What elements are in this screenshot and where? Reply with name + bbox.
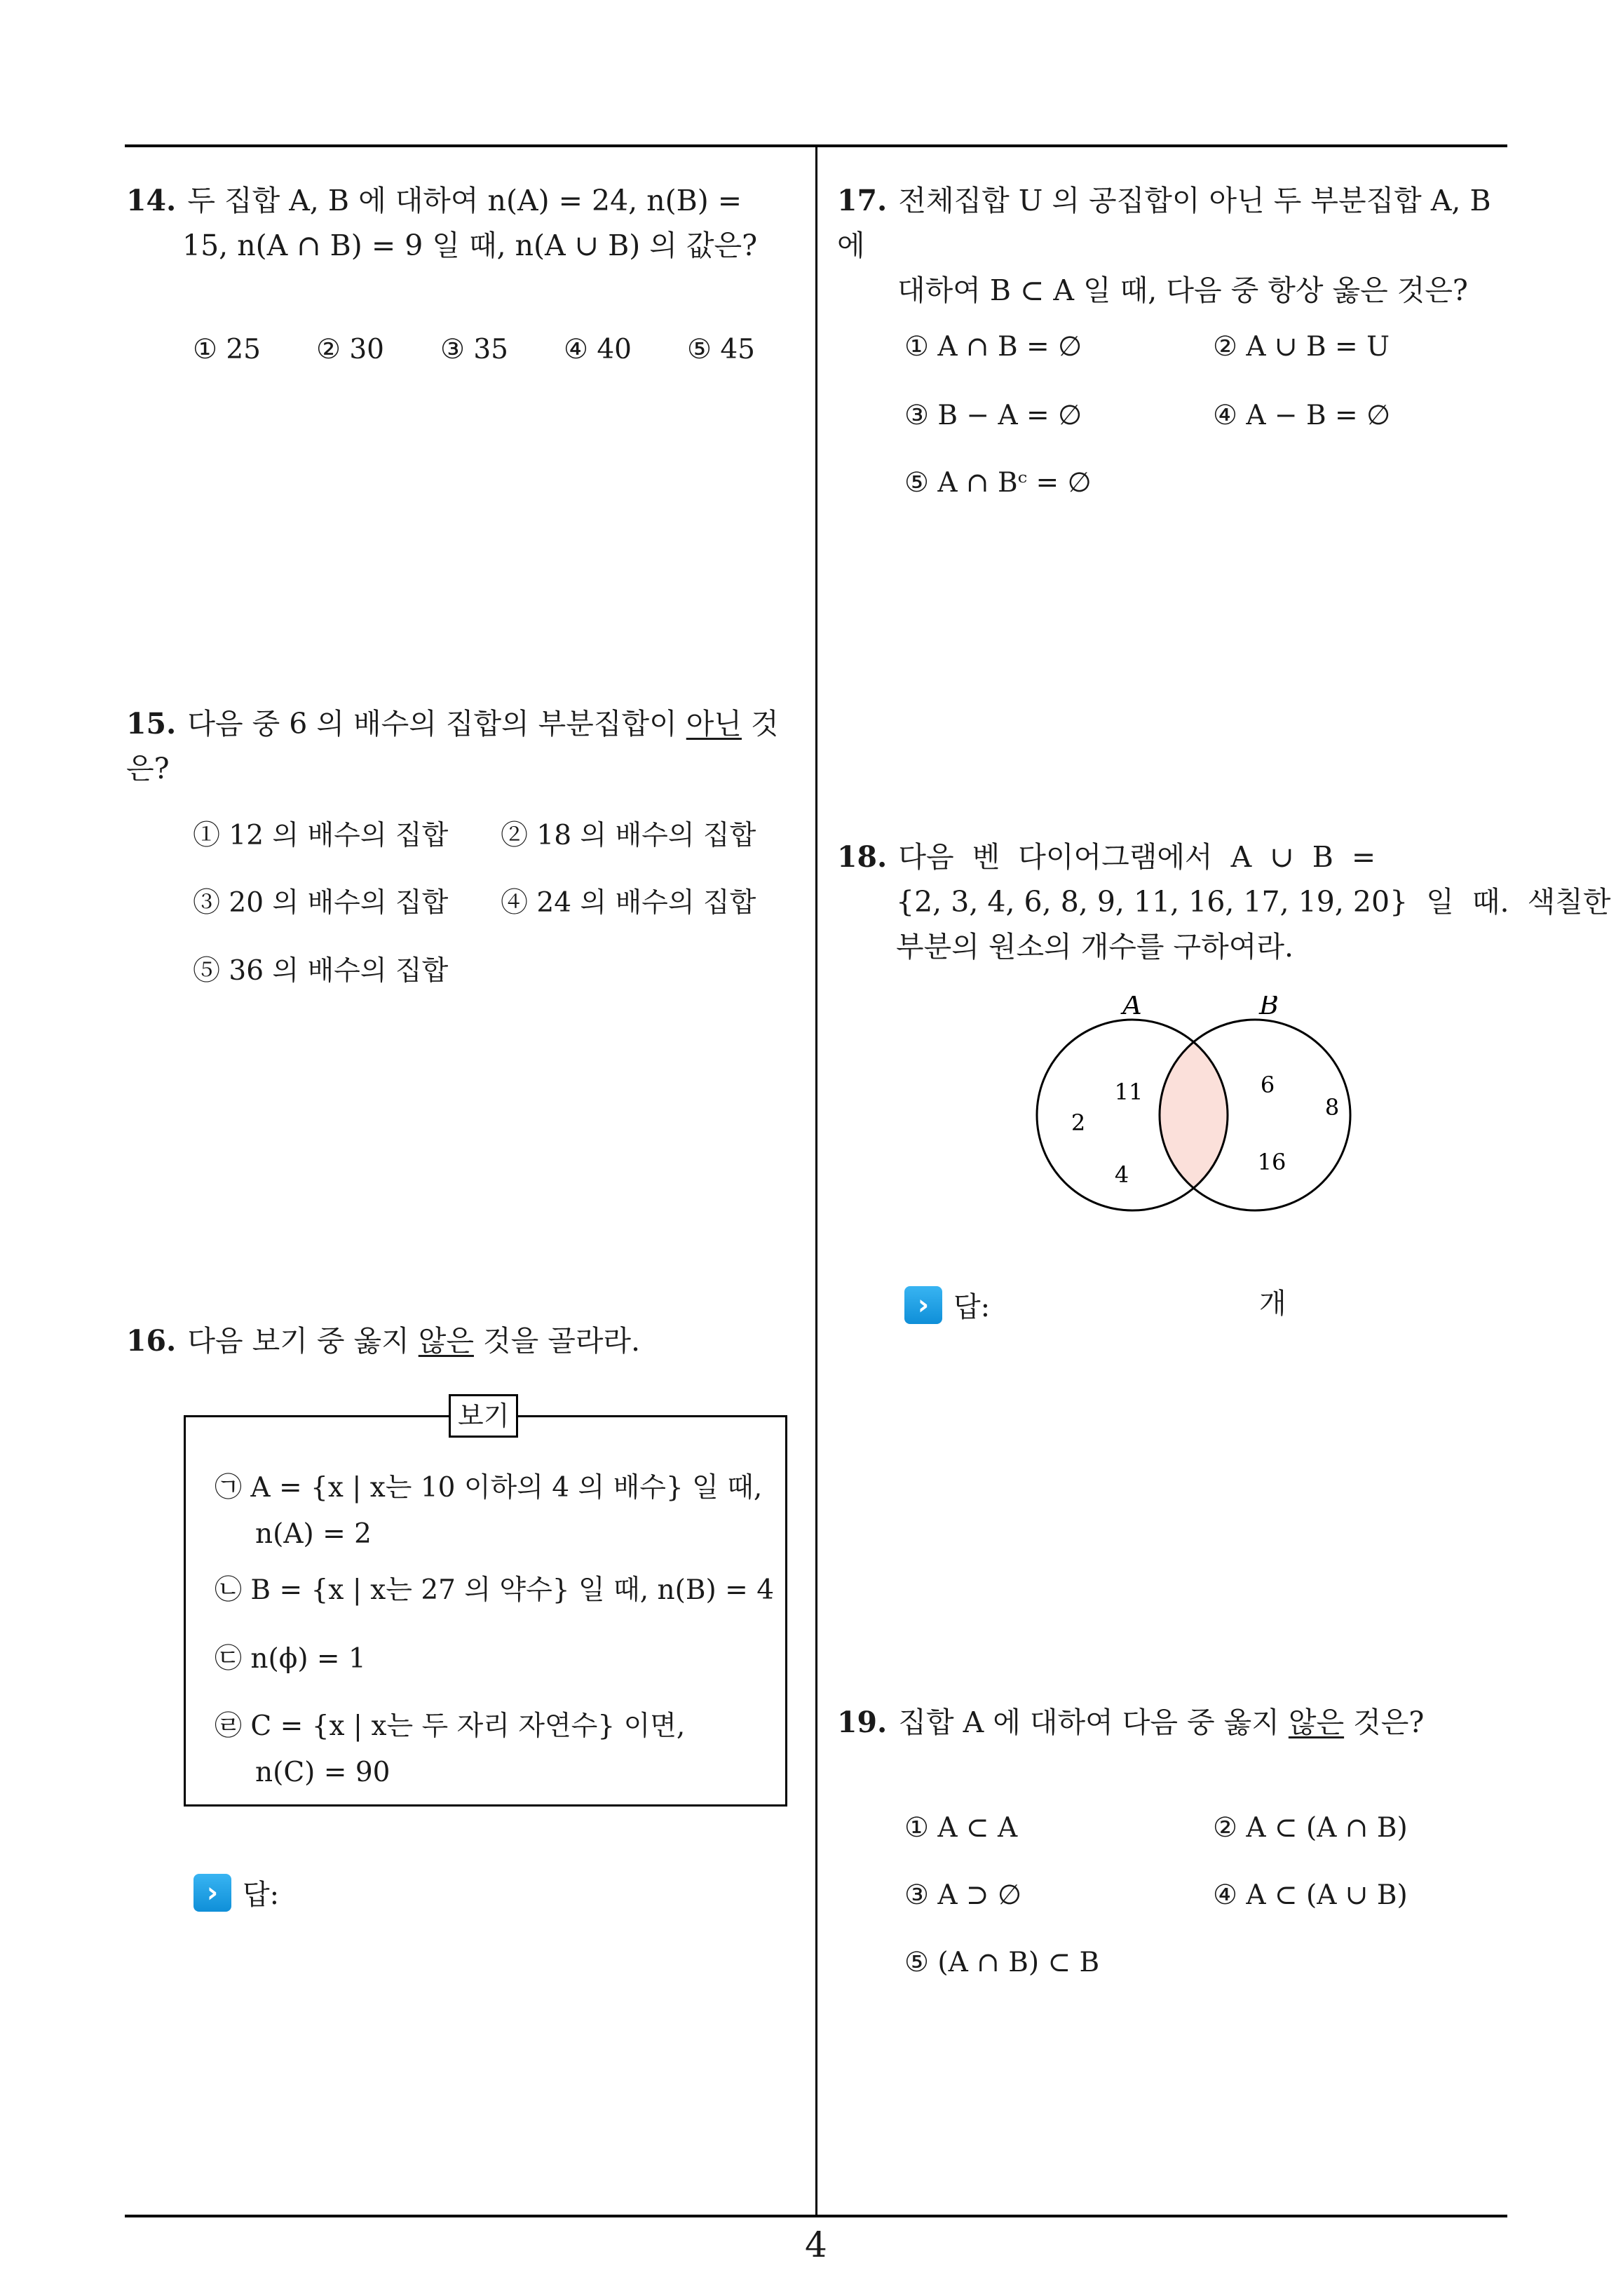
question-15-number: 15. <box>126 707 177 741</box>
question-15-underlined: 아닌 <box>686 707 742 741</box>
bogi-item-1-line1: ㉠ A = {x | x는 10 이하의 4 의 배수} 일 때, <box>215 1472 763 1504</box>
q17-choice-3[interactable]: ③ B − A = ∅ <box>904 400 1082 431</box>
question-17-line1: 17. 전체집합 U 의 공집합이 아닌 두 부분집합 A, B 에 <box>837 184 1491 262</box>
q19-choice-3[interactable]: ③ A ⊃ ∅ <box>904 1879 1021 1911</box>
venn-label-b: B <box>1259 996 1279 1020</box>
bogi-item-4-line1: ㉣ C = {x | x는 두 자리 자연수} 이면, <box>215 1710 686 1742</box>
question-15: 15. 다음 중 6 의 배수의 집합의 부분집합이 아닌 것은? <box>126 707 779 785</box>
q19-choice-2[interactable]: ② A ⊂ (A ∩ B) <box>1213 1812 1408 1844</box>
q16-answer-label: 답: <box>243 1879 280 1911</box>
bogi-label: 보기 <box>449 1394 518 1438</box>
bogi-item-2-line1: ㉡ B = {x | x는 27 의 약수} 일 때, n(B) = 4 <box>215 1574 775 1606</box>
q15-choice-4[interactable]: ④ 24 의 배수의 집합 <box>501 887 756 919</box>
question-16-number: 16. <box>126 1324 177 1358</box>
q18-answer[interactable] <box>904 1285 990 1325</box>
question-18-line3: 부분의 원소의 개수를 구하여라. <box>896 930 1294 964</box>
q17-choice-4[interactable]: ④ A − B = ∅ <box>1213 400 1391 431</box>
venn-b-element: 8 <box>1324 1094 1340 1121</box>
question-17-number: 17. <box>837 184 888 217</box>
q14-choice-5[interactable]: ⑤ 45 <box>687 334 755 365</box>
venn-a-element: 11 <box>1114 1079 1143 1105</box>
question-16-underlined: 않은 <box>418 1324 474 1358</box>
question-14-line1: 14. 두 집합 A, B 에 대하여 n(A) = 24, n(B) = <box>126 184 742 217</box>
q15-choice-3[interactable]: ③ 20 의 배수의 집합 <box>193 887 449 919</box>
q15-choice-1[interactable]: ① 12 의 배수의 집합 <box>193 820 449 851</box>
bogi-item-3-line1: ㉢ n(ϕ) = 1 <box>215 1643 366 1675</box>
venn-b-element: 16 <box>1257 1149 1286 1175</box>
chevron-right-icon: › <box>904 1286 942 1324</box>
bogi-item-4-line2: n(C) = 90 <box>255 1757 391 1788</box>
venn-label-a: A <box>1122 996 1142 1020</box>
question-14-line2: 15, n(A ∩ B) = 9 일 때, n(A ∪ B) 의 값은? <box>182 229 758 262</box>
q19-choice-4[interactable]: ④ A ⊂ (A ∪ B) <box>1213 1879 1408 1911</box>
bottom-rule <box>125 2215 1507 2217</box>
page-number: 4 <box>805 2224 827 2265</box>
q17-choice-1[interactable]: ① A ∩ B = ∅ <box>904 331 1082 363</box>
q15-choice-2[interactable]: ② 18 의 배수의 집합 <box>501 820 756 851</box>
question-18-line1: 18. 다음 벤 다이어그램에서 A ∪ B = <box>837 840 1376 874</box>
q15-choice-5[interactable]: ⑤ 36 의 배수의 집합 <box>193 955 449 987</box>
question-19-underlined: 않은 <box>1288 1706 1345 1739</box>
question-18-line2: {2, 3, 4, 6, 8, 9, 11, 16, 17, 19, 20} 일 때. 색칠한 <box>896 885 1611 919</box>
venn-diagram <box>1024 996 1388 1220</box>
q17-choice-5[interactable]: ⑤ A ∩ Bᶜ = ∅ <box>904 467 1092 499</box>
q18-answer-label: 답: <box>953 1291 991 1323</box>
question-18-number: 18. <box>837 840 888 874</box>
q16-answer[interactable] <box>193 1872 279 1912</box>
column-divider <box>815 144 817 2217</box>
venn-a-element: 2 <box>1071 1109 1086 1136</box>
chevron-right-icon: › <box>193 1874 231 1912</box>
venn-b-element: 6 <box>1260 1072 1275 1098</box>
bogi-item-1-line2: n(A) = 2 <box>255 1518 372 1550</box>
q14-choice-3[interactable]: ③ 35 <box>440 334 508 365</box>
question-14 <box>126 178 799 268</box>
q14-choice-1[interactable]: ① 25 <box>193 334 261 365</box>
q19-choice-5[interactable]: ⑤ (A ∩ B) ⊂ B <box>904 1947 1100 1978</box>
q14-choice-2[interactable]: ② 30 <box>316 334 384 365</box>
question-19: 19. 집합 A 에 대하여 다음 중 옳지 않은 것은? <box>837 1706 1425 1739</box>
question-19-number: 19. <box>837 1706 888 1739</box>
venn-a-element: 4 <box>1114 1161 1129 1188</box>
question-18 <box>837 835 1611 969</box>
question-17-line2: 대하여 B ⊂ A 일 때, 다음 중 항상 옳은 것은? <box>897 274 1468 307</box>
q14-choice-4[interactable]: ④ 40 <box>564 334 632 365</box>
question-14-number: 14. <box>126 184 177 217</box>
question-16: 16. 다음 보기 중 옳지 않은 것을 골라라. <box>126 1324 641 1358</box>
q18-answer-unit: 개 <box>1259 1288 1286 1320</box>
q17-choice-2[interactable]: ② A ∪ B = U <box>1213 331 1390 363</box>
q19-choice-1[interactable]: ① A ⊂ A <box>904 1812 1018 1844</box>
question-17 <box>837 178 1517 313</box>
